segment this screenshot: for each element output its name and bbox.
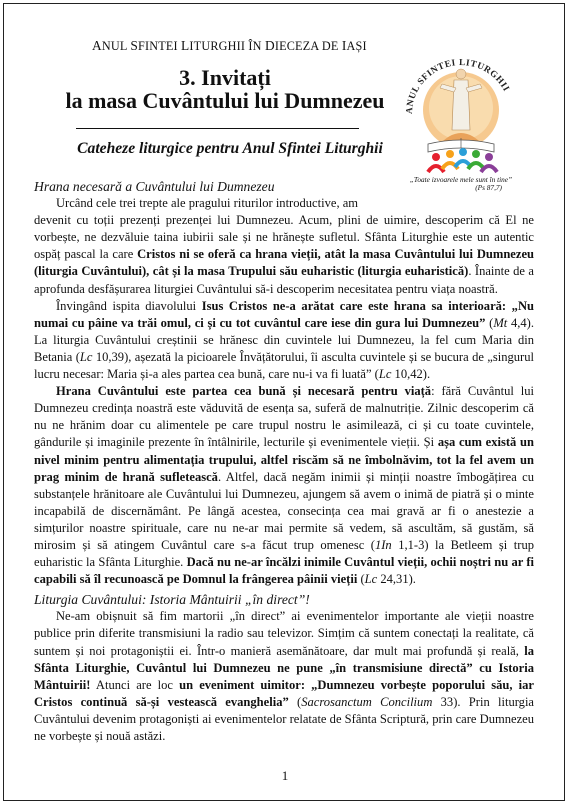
logo-quote-ref: (Ps 87,7) [475, 183, 502, 192]
paragraph: Hrana Cuvântului este partea cea bună și necesară pentru viață: fără Cuvântul lui Dumnezeu credința noastră este văduvită de esența sa, suferă de malnutriție. Zilnic descoperim că nu ne hrănim doar cu alimentele pe care trupul nostru le asimilează, ci și cu toate cuvintele, gândurile și imaginile prezente în întâlnirile, lecturile și evenimentele vieții. Și așa cum există un nivel minim pentru alimentația trupului, altfel riscăm să ne îmbolnăvim, tot la fel avem un prag minim de hrană sufletească. Altfel, dacă negăm inimii și minții noastre îmbogățirea cu substanțele hrănitoare ale Cuvântului lui Dumnezeu, ajungem să avem o inimă de piatră și o minte incapabilă de discernământ. Pe lângă acestea, consecința cea mai gravă ar fi o anestezie a simțurilor noastre spirituale, care nu ne-ar mai permite să vedem, să ascultăm, să gustăm, să mirosim și să atingem Cuvântul care s-a făcut trup omenesc (1In 1,1-3) la Betleem și trup euharistic la Sfânta Liturghie. Dacă nu ne-ar încălzi inimile Cuvântul vieții, ochii noștri nu ar fi capabili să îl recunoască pe Domnul la frângerea pâinii vieții (Lc 24,31). [34, 384, 535, 587]
paragraph: Ne-am obișnuit să fim martorii „în direct” ai evenimentelor importante ale vieții noastre publice prin diferite transmisiuni la radio sau televizor. Simțim că suntem conectați la realitate, că suntem și noi protagoniștii ei. Într-o manieră asemănătoare, dar mult mai profundă și reală, la Sfânta Liturghie, Cuvântul lui Dumnezeu ne pune „în transmisiune directă” cu Istoria Mântuirii! Atunci are loc un eveniment uimitor: „Dumnezeu vorbește poporului său, iar Cristos continuă să-și vestească evanghelia” (Sacrosanctum Concilium 33). Prin liturgia Cuvântului devenim protagoniști ai evenimentelor relatate de Sfânta Scriptură, prin care Dumnezeu ne vorbește și nouă astăzi. [34, 609, 534, 743]
jubilee-logo [398, 48, 524, 198]
logo-emblem-icon [398, 48, 524, 178]
paragraph: Învingând ispita diavolului Isus Cristos ne-a arătat care este hrana sa interioară: „Nu numai cu pâine va trăi omul, ci și cu tot cuvântul care iese din gura lui Dumnezeu” (Mt 4,4). La liturgia Cuvântului creștinii se hrănesc din cuvintele lui Dumnezeu, la fel cum Maria din Betania (Lc 10,39), așezată la picioarele Învățătorului, îi asculta cuvintele și se bucura de „singurul lucru necesar: Maria și-a ales partea cea bună, care nu-i va fi luată” (Lc 10,42). [34, 298, 534, 382]
logo-quote: „Toate izvoarele mele sunt în tine” (Ps 87,7) [398, 176, 524, 192]
page-title [60, 66, 390, 112]
page-number: 1 [281, 768, 289, 783]
paragraph: devenit cu toții prezenți prezenței lui Dumnezeu. Acum, plini de uimire, descoperim că El ne vorbește, ne dezvăluie taina iubirii sale și ne hrănește sufletul. Sfânta Liturghie este un autentic ospăț pascal la care Cristos ni se oferă ca hrana vieții, atât la masa Cuvântului lui Dumnezeu (liturgia Cuvântului), cât și la masa Trupului său euharistic (liturgia euharistică). Înainte de a aprofunda desfășurarea liturgiei Cuvântului să-i descoperim necesitatea pentru viața noastră. [34, 213, 535, 296]
title-divider [76, 128, 359, 129]
title-line-1: 3. Invitați [179, 65, 271, 90]
paragraph: Urcând cele trei trepte ale pragului riturilor introductive, am [56, 196, 359, 211]
article-body [34, 178, 534, 745]
title-line-2: la masa Cuvântului lui Dumnezeu [65, 88, 385, 113]
subtitle: Cateheze liturgice pentru Anul Sfintei Liturghii [77, 140, 383, 157]
running-head: ANUL SFINTEI LITURGHII ÎN DIECEZA DE IAȘI [92, 38, 367, 53]
section-2-heading: Liturgia Cuvântului: Istoria Mântuirii „în direct”! [34, 592, 310, 608]
section-1-heading: Hrana necesară a Cuvântului lui Dumnezeu [34, 179, 275, 194]
logo-arc-text: ANUL SFINTEI LITURGHII [403, 56, 512, 115]
